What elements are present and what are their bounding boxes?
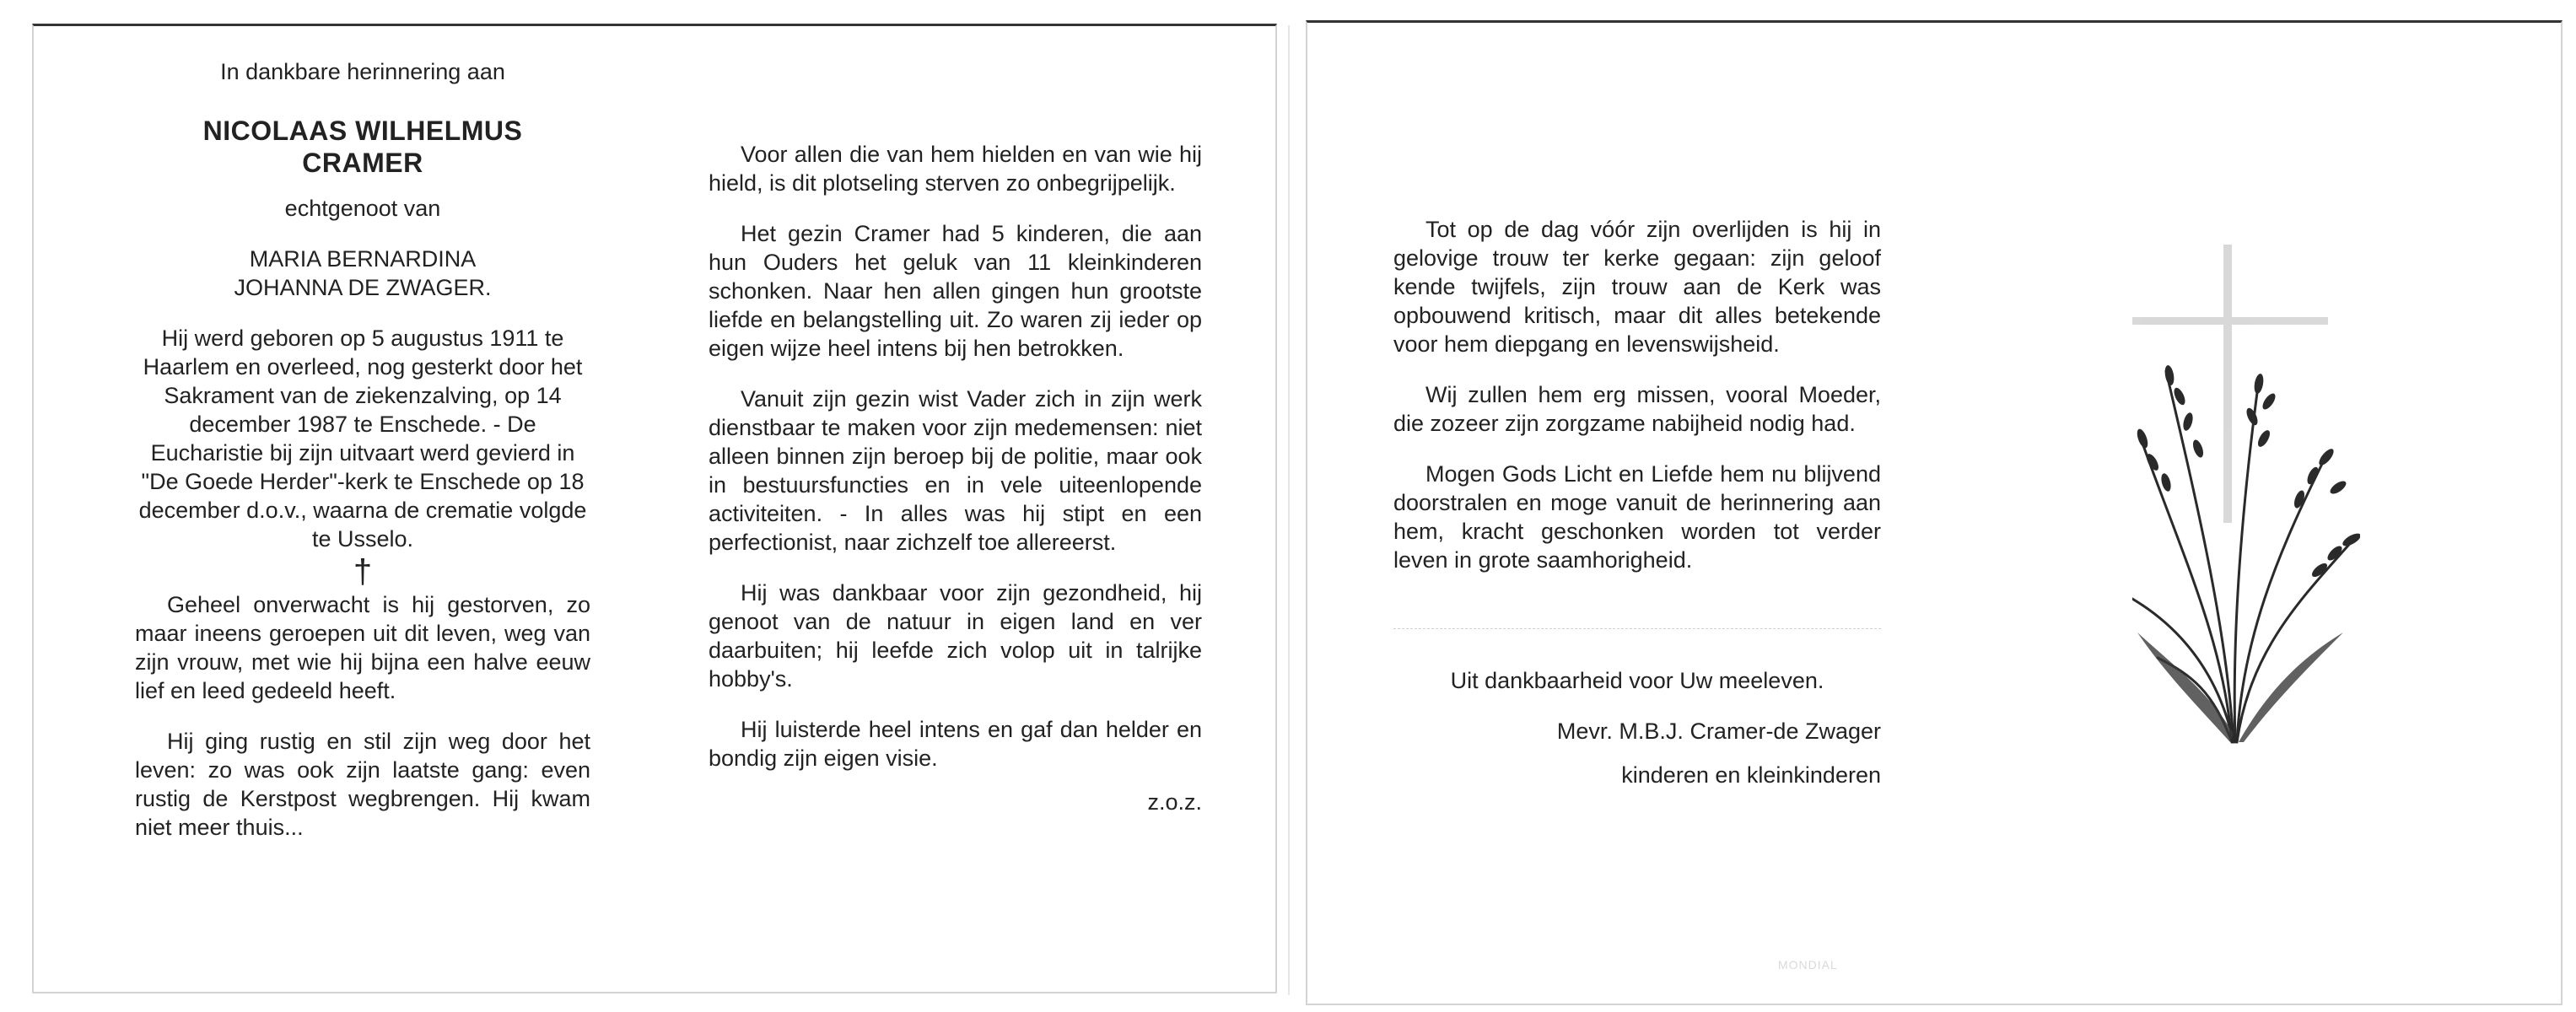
biography-text: Hij werd geboren op 5 augustus 1911 te Haarlem en overleed, nog gesterkt door het Sakrament van de ziekenzalving, op 14 december 1987 te Enschede. - De Eucharistie bij zijn uitvaart werd gevierd in "De Goede Herder"-kerk te Enschede op 18 december d.o.v., waarna de crematie volgde te Usselo. bbox=[138, 326, 587, 552]
deceased-name-line2: CRAMER bbox=[302, 148, 423, 178]
intro-text: In dankbare herinnering aan bbox=[220, 59, 505, 84]
signature-line1: Mevr. M.B.J. Cramer-de Zwager bbox=[1556, 719, 1881, 744]
thanks-text: Uit dankbaarheid voor Uw meeleven. bbox=[1450, 668, 1824, 693]
cross-with-grasses-icon bbox=[2132, 236, 2360, 759]
turn-over-note: z.o.z. bbox=[1147, 789, 1202, 815]
paragraph-family: Het gezin Cramer had 5 kinderen, die aan hun Ouders het geluk van 11 kleinkinderen schonken. Naar hen allen gingen hun grootste liefde en belangstelling uit. Zo waren zij ieder op eigen wijze heel intens bij hen betrokken. bbox=[709, 221, 1202, 361]
paragraph-vision: Hij luisterde heel intens en gaf dan helder en bondig zijn eigen visie. bbox=[709, 717, 1202, 771]
signature-line2: kinderen en kleinkinderen bbox=[1621, 762, 1881, 788]
cross-icon: † bbox=[353, 553, 373, 590]
paragraph-sudden-death: Geheel onverwacht is hij gestorven, zo maar ineens geroepen uit dit leven, weg van zijn vrouw, met wie hij bijna een halve eeuw lief en leed gedeeld heeft. bbox=[135, 592, 590, 703]
column-left bbox=[135, 57, 590, 842]
spouse-name-line2: JOHANNA DE ZWAGER. bbox=[234, 275, 492, 300]
paragraph-nature: Hij was dankbaar voor zijn gezondheid, hij genoot van de natuur in eigen land en ver daarbuiten; hij leefde zich volop uit in talrijke hobby's. bbox=[709, 580, 1202, 692]
grasses-shape bbox=[2132, 371, 2353, 742]
paragraph-quiet-path: Hij ging rustig en stil zijn weg door het leven: zo was ook zijn laatste gang: even rustig de Kerstpost wegbrengen. Hij kwam niet meer thuis... bbox=[135, 729, 590, 840]
paragraph-faith: Tot op de dag vóór zijn overlijden is hij in gelovige trouw ter kerke gegaan: zijn geloof kende twijfels, zijn trouw aan de Kerk was opbouwend kritisch, maar dit alles betekende voor hem diepgang en levenswijsheid. bbox=[1393, 217, 1881, 357]
deceased-name-line1: NICOLAAS WILHELMUS bbox=[202, 116, 523, 146]
column-middle bbox=[709, 140, 1202, 816]
column-right bbox=[1393, 215, 1881, 789]
spouse-name-line1: MARIA BERNARDINA bbox=[249, 246, 477, 272]
divider bbox=[1393, 628, 1881, 629]
printer-mark: MONDIAL bbox=[1778, 958, 1838, 972]
paragraph-missing: Wij zullen hem erg missen, vooral Moeder, die zozeer zijn zorgzame nabijheid nodig had. bbox=[1393, 382, 1881, 436]
fold-gap bbox=[1288, 25, 1290, 995]
paragraph-loved-ones: Voor allen die van hem hielden en van wie hij hield, is dit plotseling sterven zo onbegrijpelijk. bbox=[709, 142, 1202, 196]
paragraph-work: Vanuit zijn gezin wist Vader zich in zijn werk dienstbaar te maken voor zijn medemensen: niet alleen binnen zijn beroep bij de politie, maar ook in bestuursfuncties en in vele uiteenlopende activiteiten. - In alles was hij stipt en een perfectionist, naar zichzelf toe allereerst. bbox=[709, 386, 1202, 555]
paragraph-blessing: Mogen Gods Licht en Liefde hem nu blijvend doorstralen en moge vanuit de herinnering aan hem, kracht geschonken worden tot verder leven in grote saamhorigheid. bbox=[1393, 461, 1881, 573]
spouse-intro: echtgenoot van bbox=[284, 196, 441, 221]
